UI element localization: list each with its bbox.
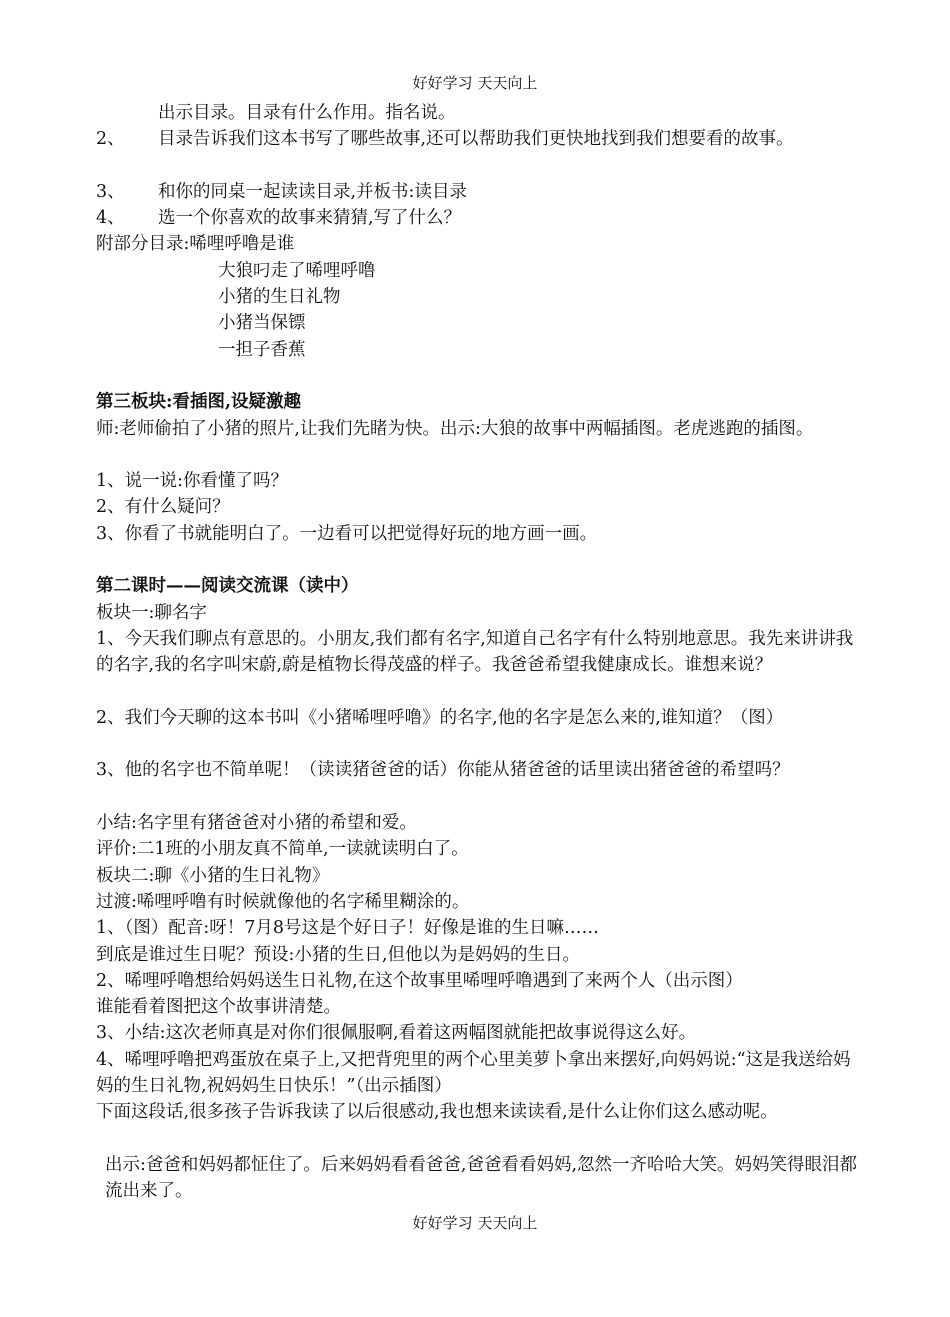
list-number: 3、 (96, 181, 125, 202)
section-title: 第二课时——阅读交流课（读中） (96, 576, 359, 597)
paragraph: 小结:名字里有猪爸爸对小猪的希望和爱。 (96, 813, 417, 834)
list-item (96, 126, 858, 179)
list-text: 选一个你喜欢的故事来猜猜,写了什么？ (158, 208, 462, 229)
block-title: 板块一:聊名字 (96, 602, 207, 623)
paragraph: 过渡:唏哩呼噜有时候就像他的名字稀里糊涂的。 (96, 891, 470, 912)
list-number: 2、 (96, 129, 125, 150)
page-footer: 好好学习 天天向上 (412, 1214, 538, 1232)
list-item (96, 179, 858, 205)
list-text: 和你的同桌一起读读目录,并板书:读目录 (158, 181, 467, 202)
section-title: 第三板块:看插图,设疑激趣 (96, 392, 302, 413)
paragraph: 2、唏哩呼噜想给妈妈送生日礼物,在这个故事里唏哩呼噜遇到了来两个人（出示图） (96, 970, 743, 991)
toc-item: 一担子香蕉 (218, 339, 306, 360)
list-item: 3、你看了书就能明白了。一边看可以把觉得好玩的地方画一画。 (96, 523, 598, 544)
toc-label: 附部分目录:唏哩呼噜是谁 (96, 234, 295, 255)
paragraph: 谁能看着图把这个故事讲清楚。 (96, 997, 341, 1018)
spacer (96, 547, 858, 573)
page-header: 好好学习 天天向上 (412, 74, 538, 92)
paragraph: 到底是谁过生日呢？预设:小猪的生日,但他以为是妈妈的生日。 (96, 944, 580, 965)
spacer (96, 363, 858, 389)
paragraph: 4、唏哩呼噜把鸡蛋放在桌子上,又把背兜里的两个心里美萝卜拿出来摆好,向妈妈说:“这是我送给妈妈的生日礼物,祝妈妈生日快乐！”（出示插图） (96, 1049, 851, 1096)
list-item: 1、说一说:你看懂了吗？ (96, 471, 289, 492)
paragraph: 下面这段话,很多孩子告诉我读了以后很感动,我也想来读读看,是什么让你们这么感动呢。 (96, 1102, 778, 1123)
paragraph: 3、小结:这次老师真是对你们很佩服啊,看着这两幅图就能把故事说得这么好。 (96, 1023, 697, 1044)
block-title: 板块二:聊《小猪的生日礼物》 (96, 865, 330, 886)
list-item: 2、有什么疑问？ (96, 497, 230, 518)
paragraph: 1、（图）配音:呀！7月8号这是个好日子！好像是谁的生日嘛…… (96, 918, 600, 939)
toc-item: 大狼叼走了唏哩呼噜 (218, 260, 376, 281)
list-number: 4、 (96, 208, 125, 229)
paragraph: 1、今天我们聊点有意思的。小朋友,我们都有名字,知道自己名字有什么特别地意思。我先来讲讲我的名字,我的名字叫宋蔚,蔚是植物长得茂盛的样子。我爸爸希望我健康成长。谁想来说？ (96, 628, 854, 676)
list-text: 目录告诉我们这本书写了哪些故事,还可以帮助我们更快地找到我们想要看的故事。 (158, 129, 794, 150)
paragraph: 师:老师偷拍了小猪的照片,让我们先睹为快。出示:大狼的故事中两幅插图。老虎逃跑的插图。 (96, 418, 814, 439)
document-body (96, 100, 858, 1204)
toc-item: 小猪当保镖 (218, 313, 306, 334)
paragraph: 2、我们今天聊的这本书叫《小猪唏哩呼噜》的名字,他的名字是怎么来的,谁知道？（图） (96, 707, 784, 728)
paragraph: 出示目录。目录有什么作用。指名说。 (158, 103, 456, 123)
list-item (96, 205, 858, 231)
paragraph: 出示:爸爸和妈妈都怔住了。后来妈妈看看爸爸,爸爸看看妈妈,忽然一齐哈哈大笑。妈妈笑得眼泪都流出来了。 (105, 1154, 858, 1202)
toc-item: 小猪的生日礼物 (218, 287, 341, 308)
paragraph: 评价:二1班的小朋友真不简单,一读就读明白了。 (96, 839, 469, 860)
paragraph: 3、他的名字也不简单呢！（读读猪爸爸的话）你能从猪爸爸的话里读出猪爸爸的希望吗？ (96, 760, 790, 781)
